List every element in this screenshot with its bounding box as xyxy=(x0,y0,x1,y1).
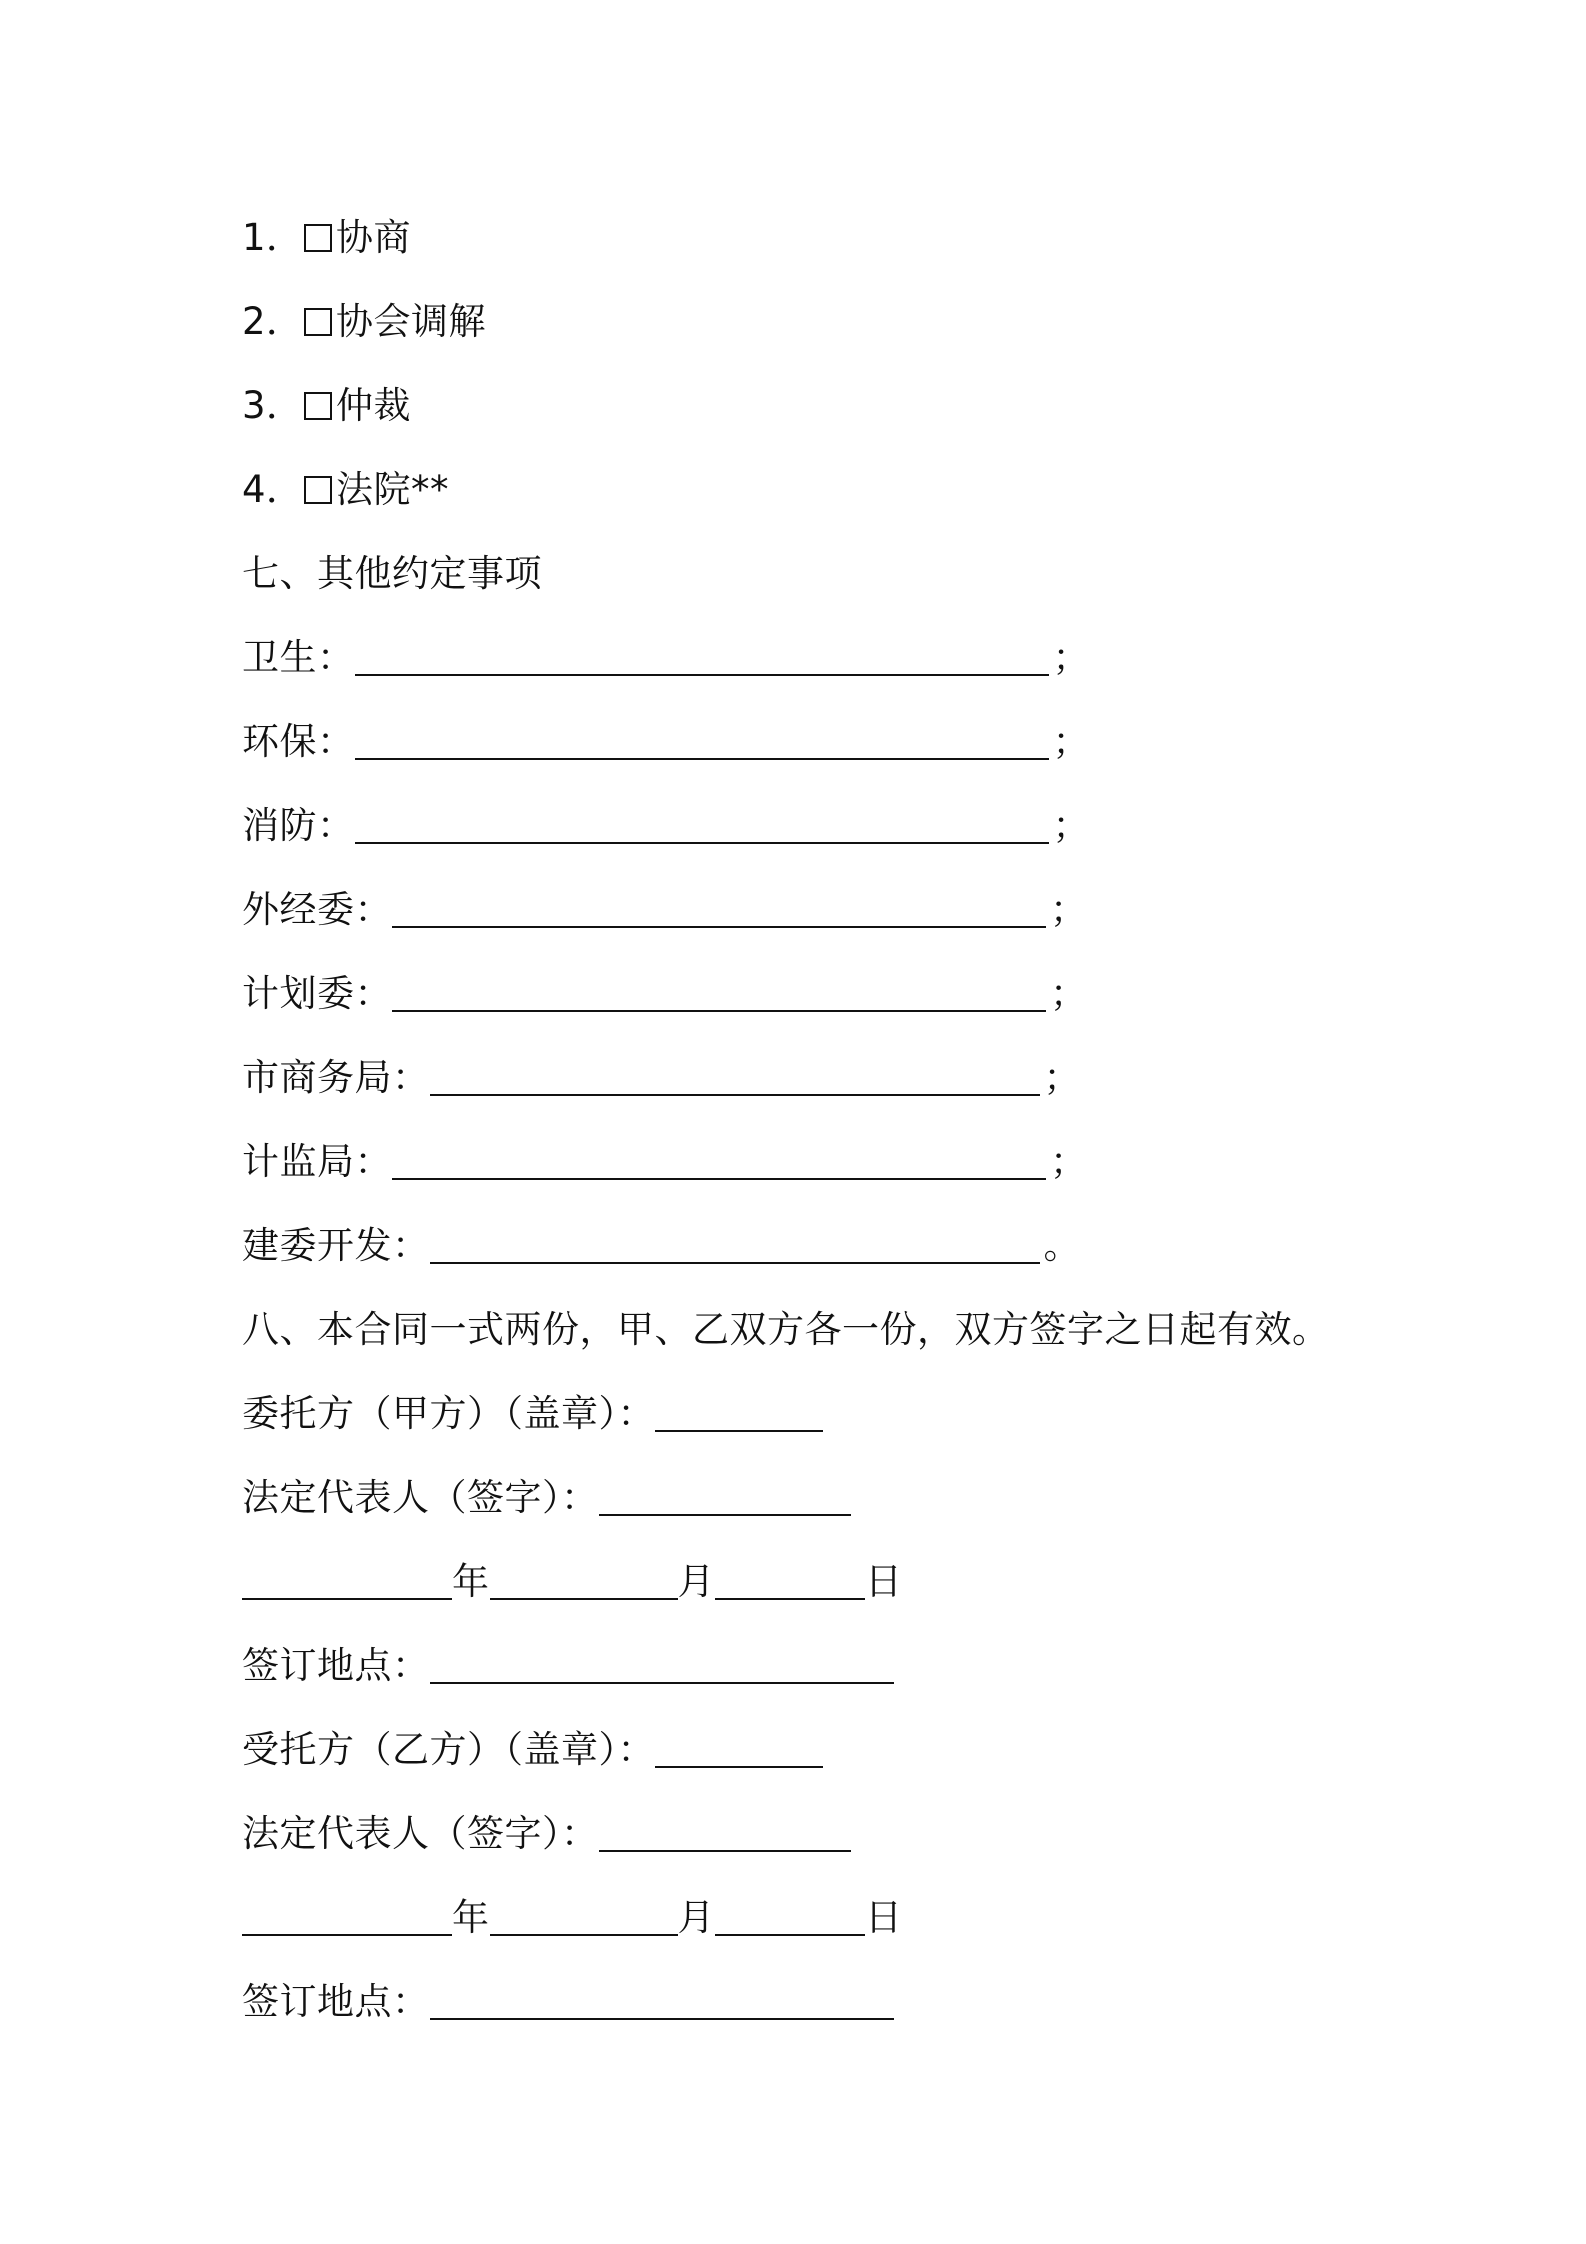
other-item-label: 建委开发： xyxy=(242,1224,430,1267)
party-a-rep-line xyxy=(242,1456,1392,1540)
fill-in-blank[interactable] xyxy=(355,638,1049,676)
year-label: 年 xyxy=(452,1896,490,1939)
fill-in-blank[interactable] xyxy=(355,806,1049,844)
year-label: 年 xyxy=(452,1560,490,1603)
fill-in-blank[interactable] xyxy=(392,974,1046,1012)
other-item-line xyxy=(242,784,1392,868)
party-b-date-line xyxy=(242,1876,1392,1960)
month-blank[interactable] xyxy=(490,1898,678,1936)
fill-in-blank[interactable] xyxy=(430,1058,1040,1096)
line-end-punct: ； xyxy=(1043,1056,1081,1099)
other-item-line xyxy=(242,616,1392,700)
party-b-seal-label: 受托方（乙方）（盖章）： xyxy=(242,1728,655,1771)
option-item xyxy=(242,448,1392,532)
day-label: 日 xyxy=(865,1560,903,1603)
line-end-punct: ； xyxy=(1052,636,1090,679)
other-item-line xyxy=(242,1204,1392,1288)
line-end-punct: 。 xyxy=(1043,1224,1081,1267)
party-a-place-label: 签订地点： xyxy=(242,1644,430,1687)
option-number: 2． xyxy=(242,300,304,343)
line-end-punct: ； xyxy=(1050,1140,1088,1183)
checkbox-icon[interactable] xyxy=(304,476,332,504)
party-b-rep-line xyxy=(242,1792,1392,1876)
line-end-punct: ； xyxy=(1052,804,1090,847)
party-b-place-line xyxy=(242,1960,1392,2044)
party-b-place-label: 签订地点： xyxy=(242,1980,430,2023)
other-item-label: 计划委： xyxy=(242,972,392,1015)
fill-in-blank[interactable] xyxy=(392,1142,1046,1180)
section-7-title: 七、其他约定事项 xyxy=(242,552,542,595)
document-content xyxy=(242,196,1392,2044)
option-item xyxy=(242,280,1392,364)
option-item xyxy=(242,196,1392,280)
other-item-line xyxy=(242,868,1392,952)
party-a-rep-blank[interactable] xyxy=(599,1478,851,1516)
party-b-place-blank[interactable] xyxy=(430,1982,894,2020)
party-a-rep-label: 法定代表人（签字）： xyxy=(242,1476,599,1519)
option-item xyxy=(242,364,1392,448)
section-8-text: 八、本合同一式两份，甲、乙双方各一份，双方签字之日起有效。 xyxy=(242,1308,1330,1351)
party-b-rep-blank[interactable] xyxy=(599,1814,851,1852)
other-item-line xyxy=(242,1120,1392,1204)
option-number: 3． xyxy=(242,384,304,427)
other-item-line xyxy=(242,700,1392,784)
other-item-label: 外经委： xyxy=(242,888,392,931)
other-item-label: 环保： xyxy=(242,720,355,763)
other-item-line xyxy=(242,952,1392,1036)
fill-in-blank[interactable] xyxy=(392,890,1046,928)
checkbox-icon[interactable] xyxy=(304,224,332,252)
party-a-date-line xyxy=(242,1540,1392,1624)
option-label: 协会调解 xyxy=(336,300,486,343)
party-a-seal-blank[interactable] xyxy=(655,1394,823,1432)
party-a-seal-label: 委托方（甲方）（盖章）： xyxy=(242,1392,655,1435)
checkbox-icon[interactable] xyxy=(304,308,332,336)
line-end-punct: ； xyxy=(1052,720,1090,763)
month-blank[interactable] xyxy=(490,1562,678,1600)
option-number: 4． xyxy=(242,468,304,511)
year-blank[interactable] xyxy=(242,1562,452,1600)
month-label: 月 xyxy=(677,1560,715,1603)
option-label: 协商 xyxy=(336,216,411,259)
fill-in-blank[interactable] xyxy=(355,722,1049,760)
party-b-rep-label: 法定代表人（签字）： xyxy=(242,1812,599,1855)
month-label: 月 xyxy=(677,1896,715,1939)
option-number: 1． xyxy=(242,216,304,259)
day-blank[interactable] xyxy=(715,1898,865,1936)
party-b-seal-line xyxy=(242,1708,1392,1792)
day-blank[interactable] xyxy=(715,1562,865,1600)
other-item-label: 消防： xyxy=(242,804,355,847)
fill-in-blank[interactable] xyxy=(430,1226,1040,1264)
party-a-seal-line xyxy=(242,1372,1392,1456)
option-label: 仲裁 xyxy=(336,384,411,427)
party-a-place-line xyxy=(242,1624,1392,1708)
day-label: 日 xyxy=(865,1896,903,1939)
line-end-punct: ； xyxy=(1050,972,1088,1015)
party-a-place-blank[interactable] xyxy=(430,1646,894,1684)
other-item-label: 计监局： xyxy=(242,1140,392,1183)
line-end-punct: ； xyxy=(1050,888,1088,931)
option-label: 法院** xyxy=(336,468,449,511)
other-item-line xyxy=(242,1036,1392,1120)
other-item-label: 卫生： xyxy=(242,636,355,679)
party-b-seal-blank[interactable] xyxy=(655,1730,823,1768)
other-item-label: 市商务局： xyxy=(242,1056,430,1099)
checkbox-icon[interactable] xyxy=(304,392,332,420)
year-blank[interactable] xyxy=(242,1898,452,1936)
